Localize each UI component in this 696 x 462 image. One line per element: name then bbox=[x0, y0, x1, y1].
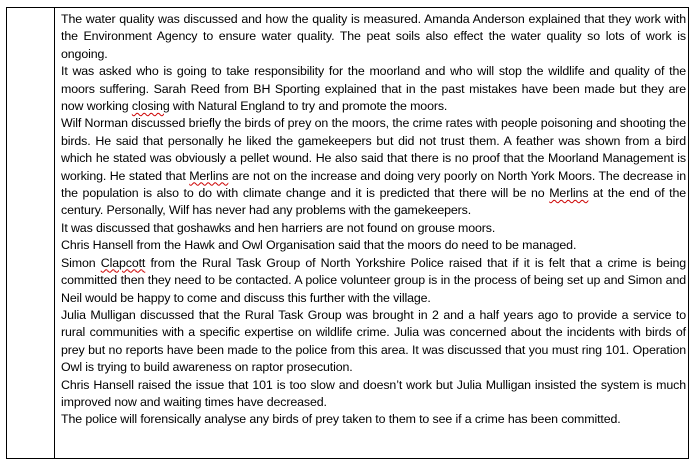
paragraph-text: are not on the increase and doing very poorly on North York Moors. The decrease in the population is also to do with climate change and it is predicted that there will be no bbox=[61, 168, 686, 201]
paragraph-text: It was discussed that goshawks and hen harriers are not found on grouse moors. bbox=[61, 220, 496, 235]
spellcheck-flagged-word: Merlins bbox=[189, 168, 229, 183]
minutes-paragraph bbox=[61, 307, 686, 377]
paragraph-text: Simon bbox=[61, 255, 101, 270]
minutes-paragraph bbox=[61, 377, 686, 412]
spellcheck-flagged-word: Merlins bbox=[549, 186, 589, 201]
paragraph-text: The police will forensically analyse any birds of prey taken to them to see if a crime has been committed. bbox=[61, 412, 621, 427]
minutes-paragraph bbox=[61, 411, 686, 428]
paragraph-text: The water quality was discussed and how the quality is measured. Amanda Anderson explained that they work with the Environment Agency to ensure water quality. The peat soils also effect the water quality so lots of work is ongoing. bbox=[61, 12, 686, 61]
minutes-table bbox=[6, 7, 689, 459]
item-number-cell bbox=[7, 8, 55, 458]
paragraph-text: Julia Mulligan discussed that the Rural Task Group was brought in 2 and a half years ago to provide a service to rural communities with a specific expertise on wildlife crime. Julia was concerned about the incidents with birds of prey but no reports have been made to the police from this area. It was discussed that you must ring 101. Operation Owl is trying to build awareness on raptor prosecution. bbox=[61, 307, 686, 375]
paragraph-text: with Natural England to try and promote the moors. bbox=[169, 99, 448, 114]
paragraph-text: Chris Hansell raised the issue that 101 is too slow and doesn’t work but Julia Mulligan insisted the system is much improved now and waiting times have decreased. bbox=[61, 377, 686, 409]
paragraph-text: from the Rural Task Group of North Yorkshire Police raised that if it is felt that a crime is being committed then they need to be contacted. A police volunteer group is in the process of being set up and Simon and Neil would be happy to come and discuss this further with the village. bbox=[61, 255, 687, 305]
minutes-paragraph bbox=[61, 115, 686, 219]
spellcheck-flagged-word: Clapcott bbox=[100, 255, 146, 270]
spellcheck-flagged-word: closing bbox=[131, 99, 170, 114]
paragraph-text: at the end of the century. Personally, Wilf has never had any problems with the gamekeepers. bbox=[61, 186, 686, 218]
paragraph-text: Wilf Norman discussed briefly the birds of prey on the moors, the crime rates with people poisoning and shooting the birds. He said that personally he liked the gamekeepers but did not trust them. A feather was shown from a bird which he stated was obviously a pellet wound. He also said that there is no proof that the Moorland Management is working. He stated that bbox=[61, 116, 686, 183]
minutes-paragraph bbox=[61, 63, 686, 115]
paragraph-text: Chris Hansell from the Hawk and Owl Organisation said that the moors do need to be managed. bbox=[61, 238, 577, 253]
minutes-paragraph bbox=[61, 11, 686, 63]
minutes-paragraph bbox=[61, 220, 686, 237]
minutes-text-cell bbox=[61, 11, 686, 429]
minutes-paragraph bbox=[61, 237, 686, 254]
minutes-paragraph bbox=[61, 255, 686, 307]
paragraph-text: It was asked who is going to take responsibility for the moorland and who will stop the wildlife and quality of the moors suffering. Sarah Reed from BH Sporting explained that in the past mistakes have been made but they are now working bbox=[61, 64, 686, 114]
